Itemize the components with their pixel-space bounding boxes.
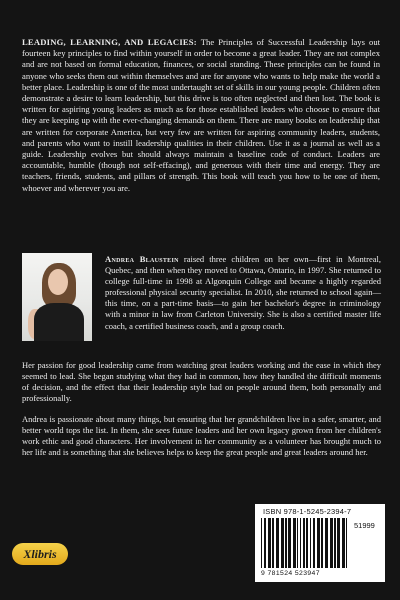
isbn-label: ISBN 978-1-5245-2394-7: [263, 507, 352, 516]
book-description: [22, 37, 380, 194]
price-code: 51999: [354, 521, 375, 530]
barcode-digits: 9 781524 523947: [261, 570, 320, 577]
author-name: Andrea Blaustein: [105, 254, 179, 264]
book-description-text: The Principles of Successful Leadership lays out fourteen key principles to find within yourself in order to become a great leader. They are not complex and are not based on formal education, finances, or social standing. These principles can be found in anyone who seeks them out within themselves and are for anyone who wants to help make the world a better place. Leadership is one of the most undertaught set of skills in our young people. Children often demonstrate a desire to learn leadership, but this drive is too often neglected and then lost. The book is written for aspiring young leaders as much as for those established leaders who choose to ensure that they are keeping up with the ever-changing demands on them. There are many books on leadership that are written for corporate America, but very few are written for aspiring community leaders, students, and parents who want to instill leadership qualities in their children. Use it as a journal as well as a guide. Leadership evolves but should always maintain a baseline code of conduct. Leaders are accountable, humble (though not self-effacing), and generous with their time and energy. They are teachers, friends, students, and pillars of strength. This book will teach you how to be one of them, whoever and wherever you are.: [22, 37, 381, 193]
isbn-barcode: [255, 504, 385, 582]
barcode-bars-main: [261, 518, 349, 570]
author-bio-text: raised three children on her own—first in Montreal, Quebec, and then when they moved to Ottawa, Ontario, in 1997. She returned to college full-time in 1998 at Algonquin College and became a highly regarded professional physical security specialist. In 2010, she returned to school again—this time, on a part-time basis—to gain her bachelor's degree in criminology with a minor in law from Carleton University. She is also a certified master life coach, a certified business coach, and a group coach.: [105, 254, 381, 331]
publisher-logo: [12, 543, 68, 565]
author-bio: [105, 254, 381, 332]
book-title-lead: LEADING, LEARNING, AND LEGACIES:: [22, 37, 197, 47]
author-passion-paragraph: Her passion for good leadership came from watching great leaders working and the ease in which they seemed to lead. She began studying what they had in common, how they handled the difficult moments of decision, and the effect that their leadership style had on people around them, both personally and professionally.: [22, 360, 381, 404]
author-photo: [22, 253, 92, 341]
publisher-logo-text: Xlibris: [23, 546, 57, 561]
author-legacy-paragraph: Andrea is passionate about many things, but ensuring that her grandchildren live in a safer, smarter, and better world tops the list. In them, she sees future leaders and her own legacy grown from her children's work ethic and good characters. Her involvement in her community as a volunteer has brought much to her life and is something that she believes helps to keep the great people and great leaders around her.: [22, 414, 381, 458]
